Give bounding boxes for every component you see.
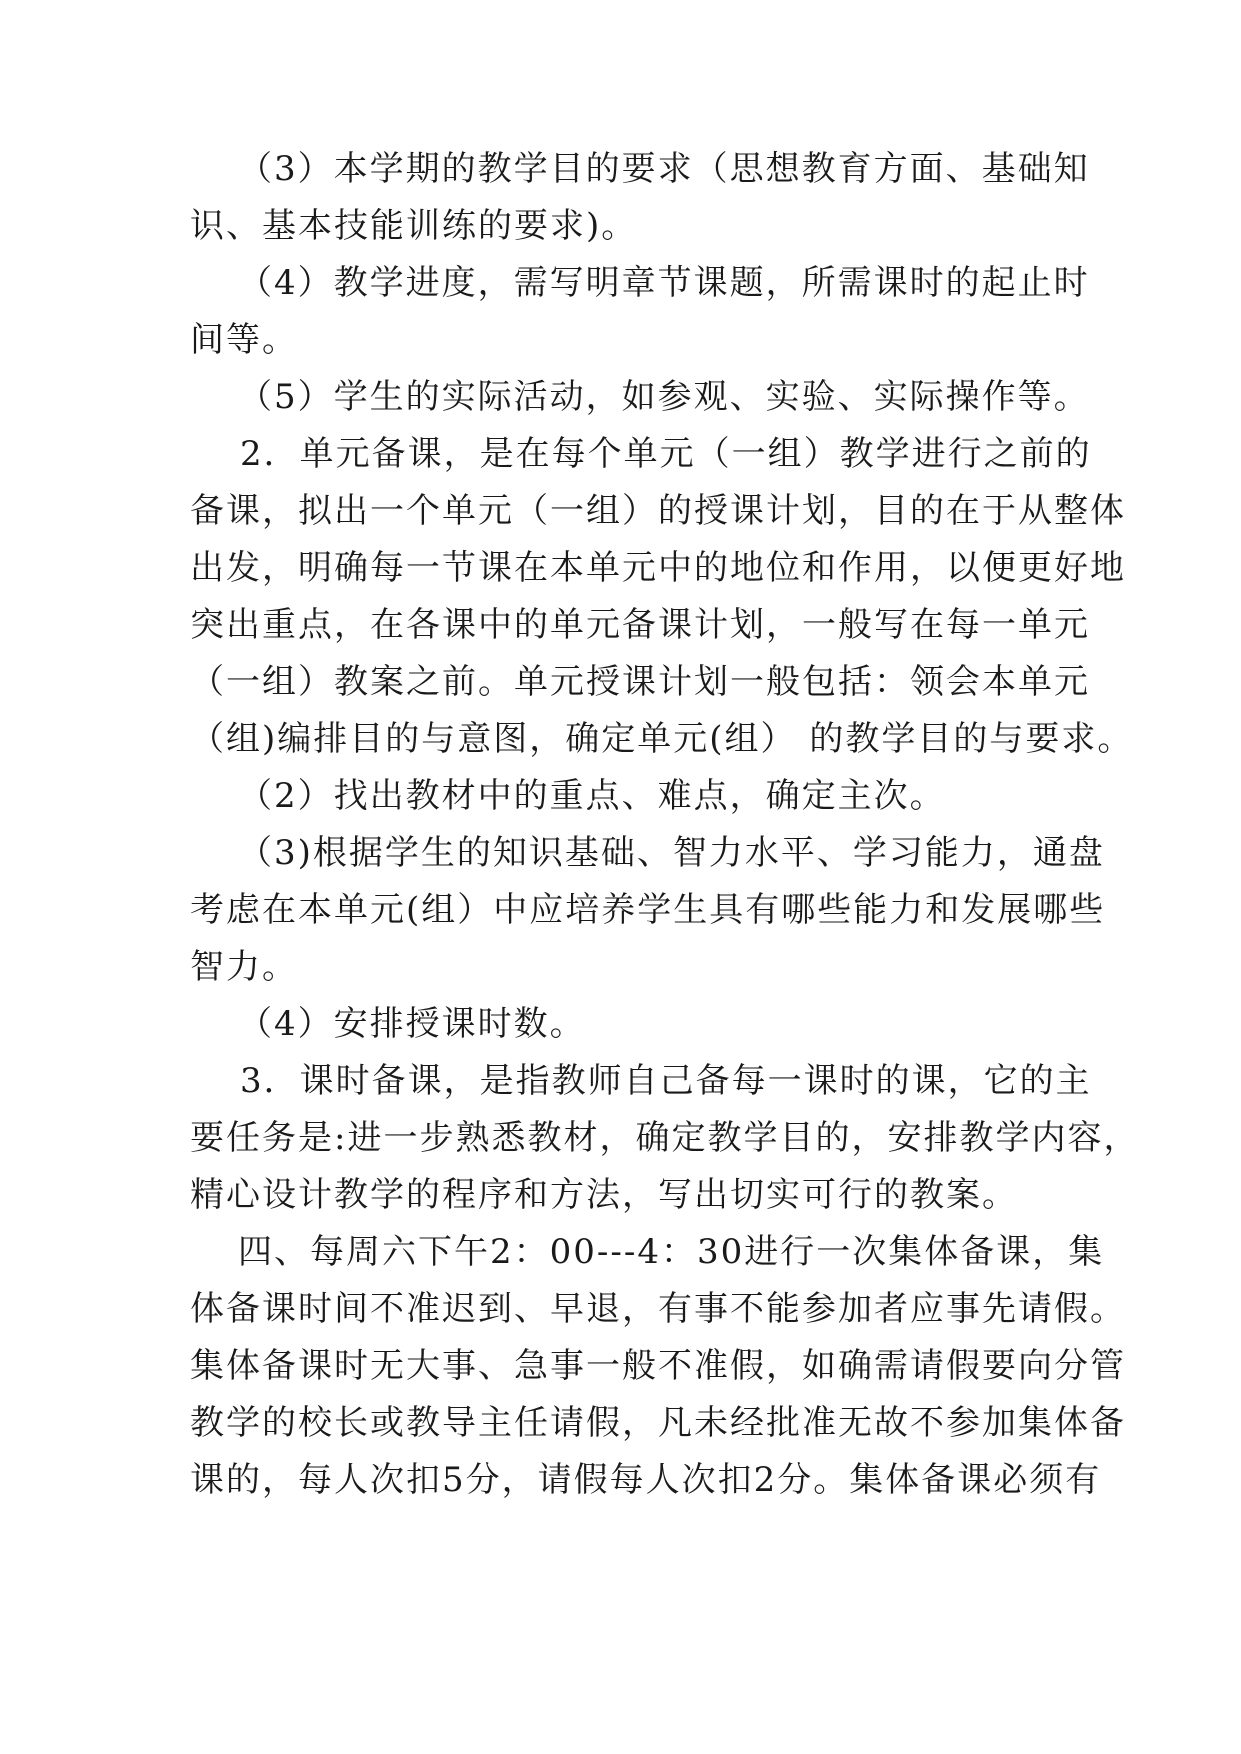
text-line: 2．单元备课，是在每个单元（一组）教学进行之前的: [240, 434, 1092, 474]
text-line: （3)根据学生的知识基础、智力水平、学习能力，通盘: [238, 833, 1105, 873]
text-line: 突出重点，在各课中的单元备课计划，一般写在每一单元: [190, 605, 1090, 645]
text-line: （3）本学期的教学目的要求（思想教育方面、基础知: [238, 149, 1090, 189]
text-line: 备课，拟出一个单元（一组）的授课计划，目的在于从整体: [190, 491, 1126, 531]
text-line: （一组）教案之前。单元授课计划一般包括：领会本单元: [190, 662, 1090, 702]
text-line: （组)编排目的与意图，确定单元(组） 的教学目的与要求。: [190, 719, 1134, 759]
text-line: 间等。: [190, 320, 298, 360]
text-line: （2）找出教材中的重点、难点，确定主次。: [238, 776, 946, 816]
text-line: （4）安排授课时数。: [238, 1004, 586, 1044]
text-line: 智力。: [190, 947, 298, 987]
text-line: （5）学生的实际活动，如参观、实验、实际操作等。: [238, 377, 1090, 417]
text-line: 识、基本技能训练的要求)。: [190, 206, 638, 246]
text-line: （4）教学进度，需写明章节课题，所需课时的起止时: [238, 263, 1090, 303]
text-line: 要任务是:进一步熟悉教材，确定教学目的，安排教学内容，: [190, 1118, 1140, 1158]
text-line: 考虑在本单元(组）中应培养学生具有哪些能力和发展哪些: [190, 890, 1106, 930]
text-line: 四、每周六下午2：00---4：30进行一次集体备课，集: [238, 1232, 1105, 1272]
text-line: 教学的校长或教导主任请假，凡未经批准无故不参加集体备: [190, 1403, 1126, 1443]
text-line: 体备课时间不准迟到、早退，有事不能参加者应事先请假。: [190, 1289, 1126, 1329]
text-line: 集体备课时无大事、急事一般不准假，如确需请假要向分管: [190, 1346, 1126, 1386]
text-line: 精心设计教学的程序和方法，写出切实可行的教案。: [190, 1175, 1018, 1215]
text-line: 3．课时备课，是指教师自己备每一课时的课，它的主: [240, 1061, 1092, 1101]
text-line: 课的，每人次扣5分，请假每人次扣2分。集体备课必须有: [190, 1460, 1102, 1500]
text-line: 出发，明确每一节课在本单元中的地位和作用，以便更好地: [190, 548, 1126, 588]
